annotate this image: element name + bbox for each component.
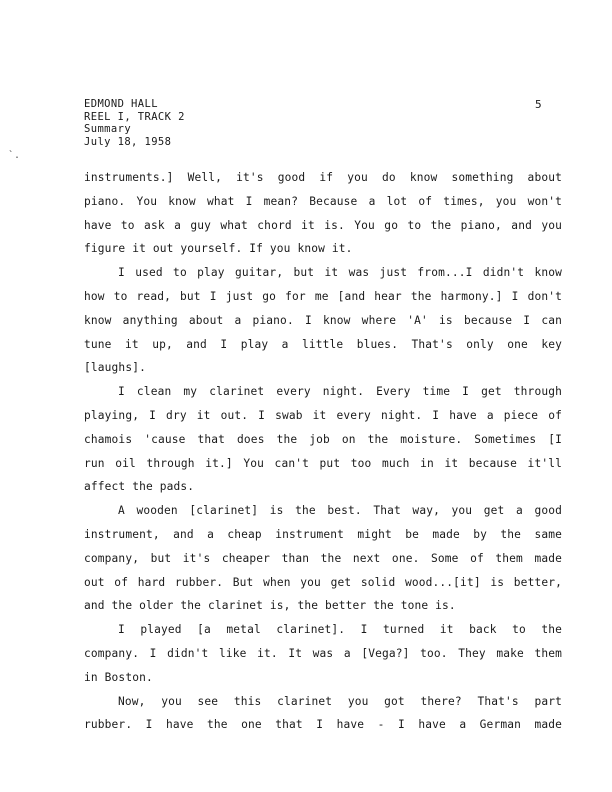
- stray-mark: `.: [8, 150, 21, 161]
- transcript-line: [laughs].: [84, 361, 146, 375]
- transcript-line: A wooden [clarinet] is the best. That way, you get a good: [118, 504, 562, 518]
- transcript-line: how to read, but I just go for me [and hear the harmony.] I don't: [84, 289, 562, 303]
- header-reel: REEL I, TRACK 2: [84, 110, 185, 123]
- transcript-line: I used to play guitar, but it was just from...I didn't know: [118, 266, 562, 280]
- transcript-line: and the older the clarinet is, the better the tone is.: [84, 599, 456, 613]
- transcript-line: affect the pads.: [84, 480, 195, 494]
- transcript-line: I clean my clarinet every night. Every time I get through: [118, 385, 562, 399]
- transcript-line: instruments.] Well, it's good if you do know something about: [84, 171, 562, 184]
- transcript-line: tune it up, and I play a little blues. That's only one key: [84, 337, 562, 351]
- transcript-line: run oil through it.] You can't put too much in it because it'll: [84, 456, 562, 470]
- transcript-body: [84, 166, 562, 737]
- transcript-line: instrument, and a cheap instrument might be made by the same: [84, 527, 562, 541]
- transcript-line: have to ask a guy what chord it is. You go to the piano, and you: [84, 218, 562, 232]
- transcript-line: I played [a metal clarinet]. I turned it back to the: [118, 623, 562, 637]
- document-header: [84, 98, 185, 148]
- header-type: Summary: [84, 123, 132, 135]
- transcript-line: Now, you see this clarinet you got there? That's part: [118, 694, 562, 708]
- transcript-line: piano. You know what I mean? Because a lot of times, you won't: [84, 194, 562, 208]
- header-date: July 18, 1958: [84, 135, 172, 148]
- header-name: EDMOND HALL: [84, 98, 158, 110]
- transcript-line: company, but it's cheaper than the next one. Some of them made: [84, 551, 562, 565]
- transcript-line: rubber. I have the one that I have - I have a German made: [84, 718, 562, 732]
- transcript-line: in Boston.: [84, 670, 153, 684]
- transcript-line: chamois 'cause that does the job on the moisture. Sometimes [I: [84, 432, 562, 446]
- transcript-line: figure it out yourself. If you know it.: [84, 242, 353, 256]
- page-number: 5: [535, 98, 542, 111]
- transcript-line: out of hard rubber. But when you get solid wood...[it] is better,: [84, 575, 562, 589]
- transcript-line: playing, I dry it out. I swab it every night. I have a piece of: [84, 408, 562, 422]
- transcript-line: know anything about a piano. I know where 'A' is because I can: [84, 313, 562, 327]
- transcript-line: company. I didn't like it. It was a [Vega?] too. They make them: [84, 646, 562, 660]
